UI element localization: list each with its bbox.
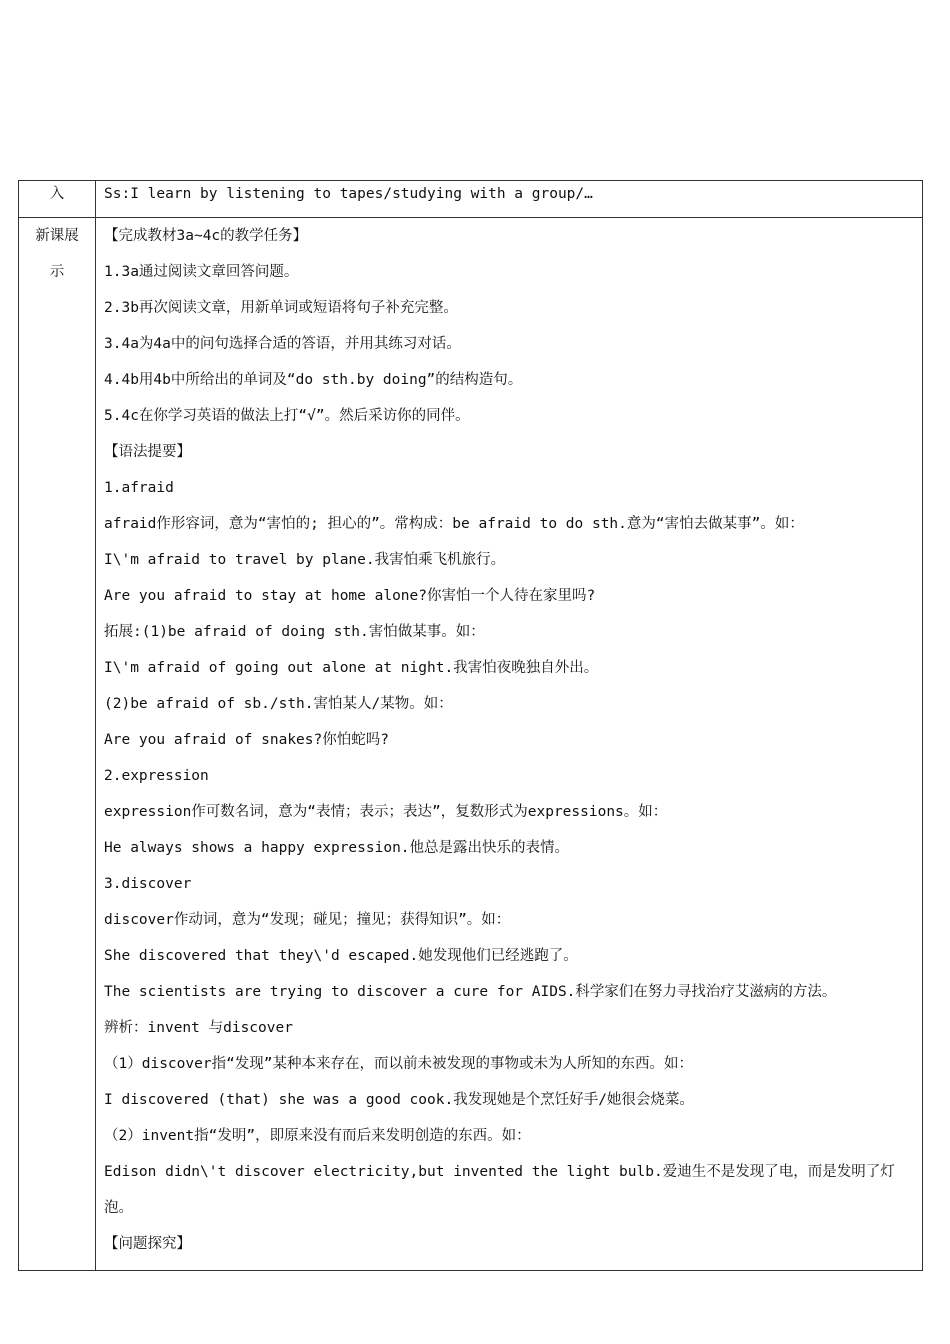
- lesson-table: [18, 180, 923, 1271]
- content-line: (2)be afraid of sb./sth.害怕某人/某物。如：: [104, 696, 453, 712]
- content-line: Edison didn\'t discover electricity,but invented the light bulb.爱迪生不是发现了电，而是发明了灯: [104, 1164, 895, 1180]
- content-line: （2）invent指“发明”，即原来没有而后来发明创造的东西。如：: [104, 1128, 531, 1144]
- content-line: I discovered (that) she was a good cook.我发现她是个烹饪好手/她很会烧菜。: [104, 1092, 694, 1108]
- content-line: 1.3a通过阅读文章回答问题。: [104, 264, 299, 280]
- content-line: 4.4b用4b中所给出的单词及“do sth.by doing”的结构造句。: [104, 372, 523, 388]
- row-label-text: 新课展示: [35, 228, 79, 280]
- row-content-new-lesson: [96, 218, 923, 1271]
- content-line: He always shows a happy expression.他总是露出快乐的表情。: [104, 840, 570, 856]
- content-line: 5.4c在你学习英语的做法上打“√”。然后采访你的同伴。: [104, 408, 470, 424]
- content-line: 1.afraid: [104, 480, 174, 496]
- intro-text: Ss:I learn by listening to tapes/studying with a group/…: [104, 186, 593, 202]
- content-line: expression作可数名词，意为“表情；表示；表达”，复数形式为expressions。如：: [104, 804, 668, 820]
- content-line: Are you afraid to stay at home alone?你害怕一个人待在家里吗?: [104, 588, 596, 604]
- content-line: She discovered that they\'d escaped.她发现他们已经逃跑了。: [104, 948, 578, 964]
- content-line: （1）discover指“发现”某种本来存在，而以前未被发现的事物或未为人所知的东西。如：: [104, 1056, 694, 1072]
- row-content-intro: [96, 181, 923, 218]
- content-line: 辨析：invent 与discover: [104, 1020, 293, 1036]
- table-row-new-lesson: [19, 218, 923, 1271]
- row-label-new-lesson: [19, 218, 96, 1271]
- content-line: discover作动词，意为“发现；碰见；撞见；获得知识”。如：: [104, 912, 511, 928]
- content-line: I\'m afraid of going out alone at night.我害怕夜晚独自外出。: [104, 660, 599, 676]
- row-label-text: 入: [49, 186, 65, 202]
- content-line: 3.4a为4a中的问句选择合适的答语，并用其练习对话。: [104, 336, 461, 352]
- content-line: 【语法提要】: [104, 444, 191, 460]
- content-line: 2.3b再次阅读文章，用新单词或短语将句子补充完整。: [104, 300, 458, 316]
- table-row-intro: [19, 181, 923, 218]
- content-line: 泡。: [104, 1200, 133, 1216]
- content-line: 3.discover: [104, 876, 192, 892]
- content-line: 【问题探究】: [104, 1236, 191, 1252]
- content-line: afraid作形容词，意为“害怕的; 担心的”。常构成：be afraid to do sth.意为“害怕去做某事”。如：: [104, 516, 804, 532]
- content-line: Are you afraid of snakes?你怕蛇吗?: [104, 732, 389, 748]
- row-label-intro: [19, 181, 96, 218]
- content-line: 2.expression: [104, 768, 209, 784]
- content-line: I\'m afraid to travel by plane.我害怕乘飞机旅行。: [104, 552, 506, 568]
- content-line: 【完成教材3a~4c的教学任务】: [104, 228, 308, 244]
- content-line: The scientists are trying to discover a cure for AIDS.科学家们在努力寻找治疗艾滋病的方法。: [104, 984, 837, 1000]
- content-line: 拓展:(1)be afraid of doing sth.害怕做某事。如：: [104, 624, 485, 640]
